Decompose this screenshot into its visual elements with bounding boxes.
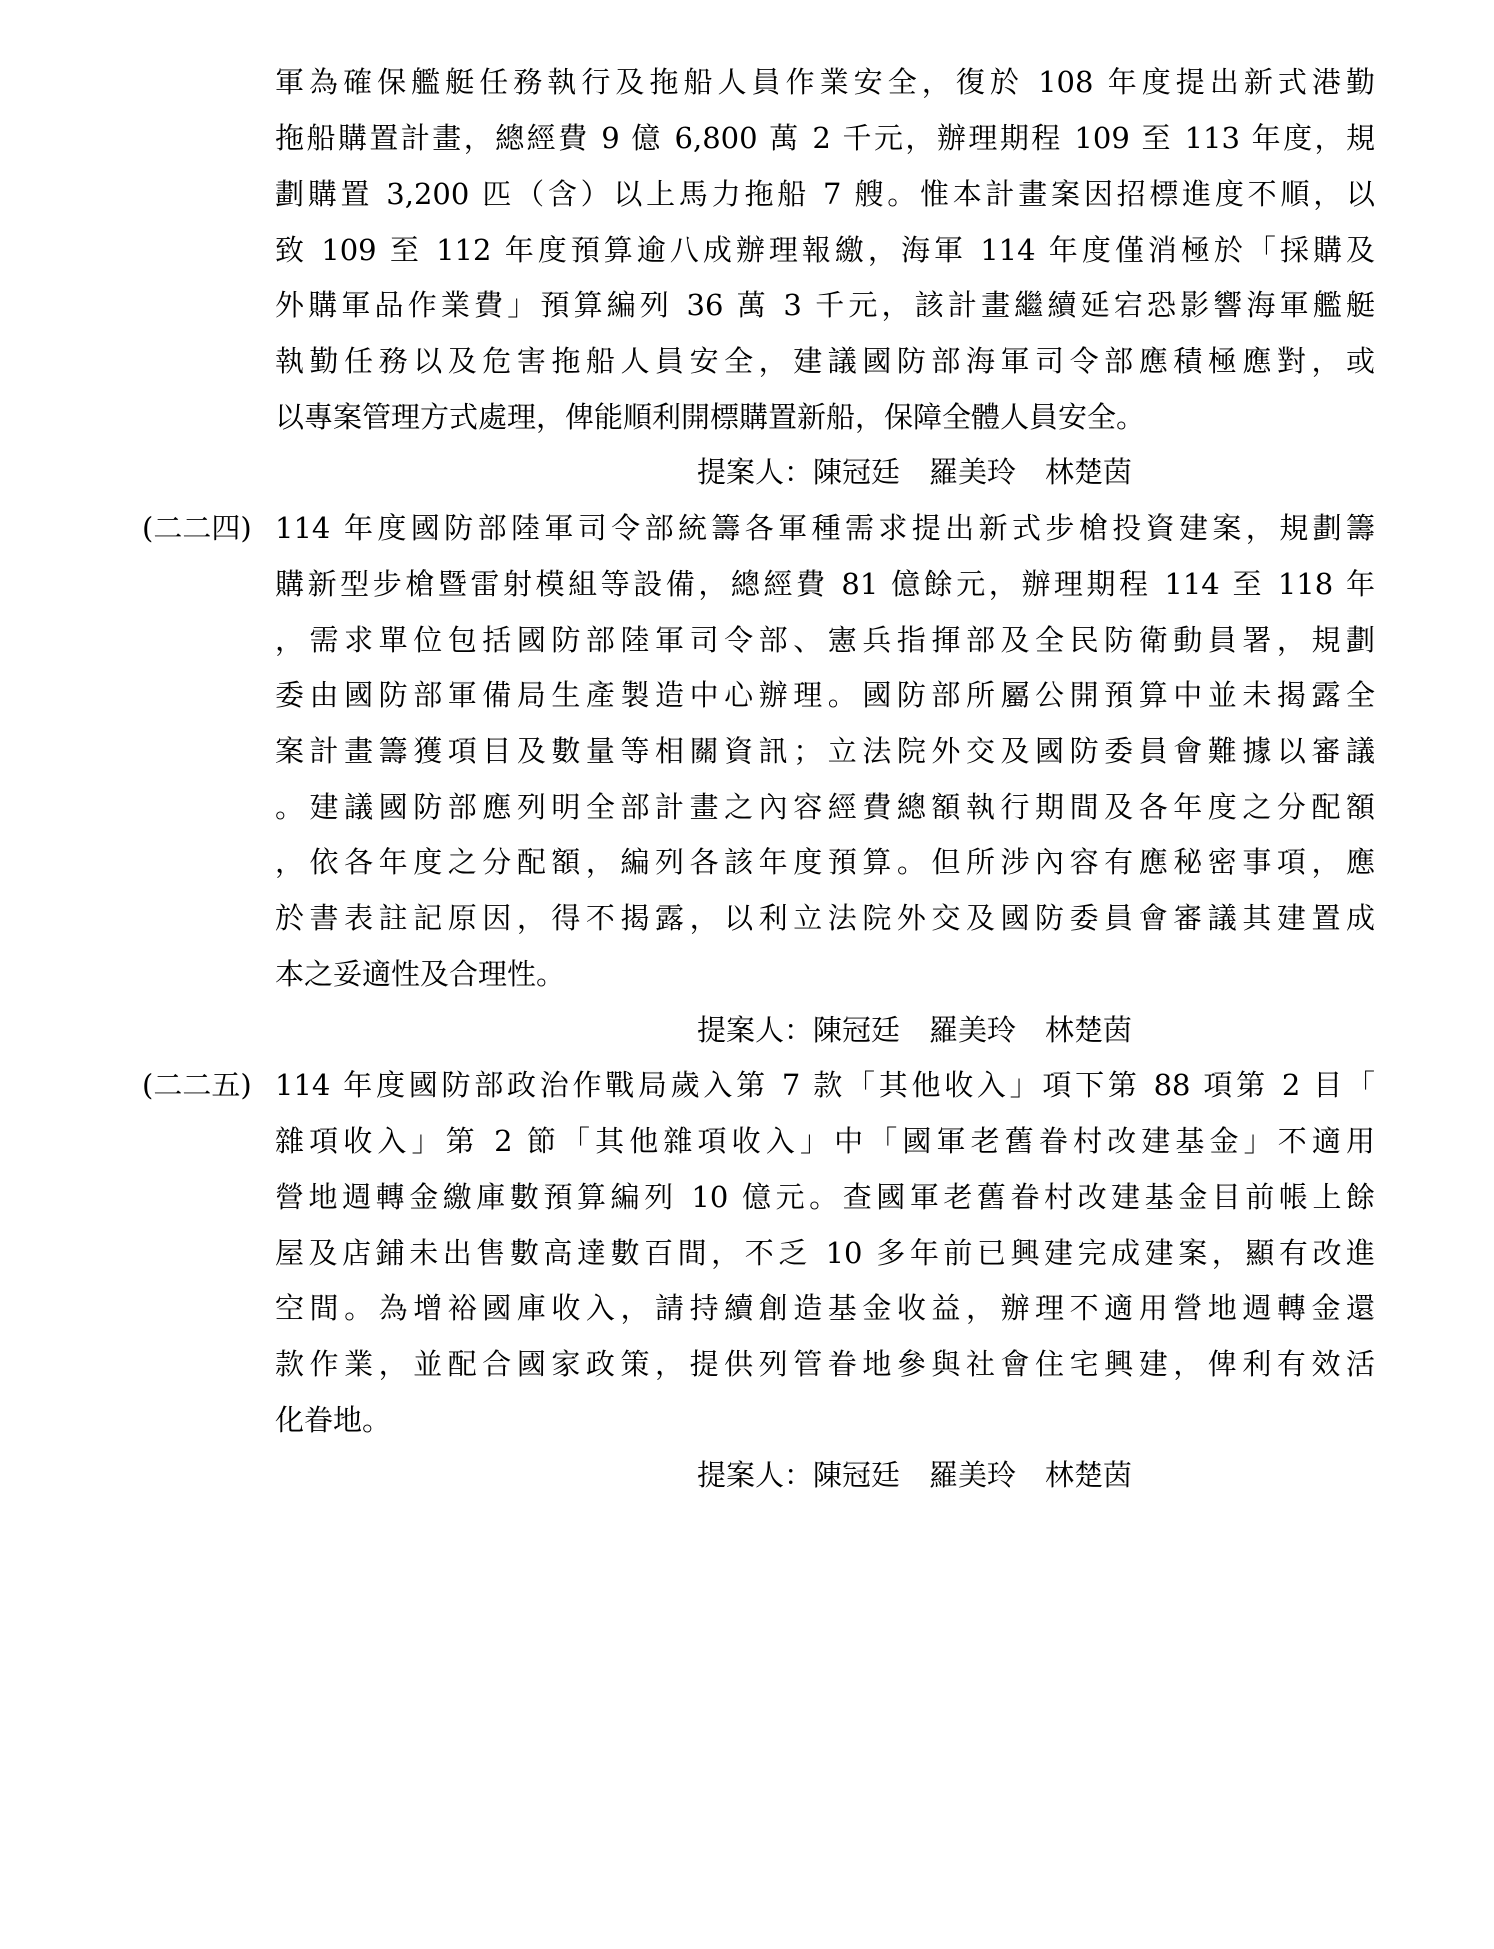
- proposer-line: 提案人：陳冠廷 羅美玲 林楚茵: [697, 1013, 1133, 1047]
- item-number: (二二四): [142, 511, 252, 545]
- text-line: 軍為確保艦艇任務執行及拖船人員作業安全，復於 108 年度提出新式港勤: [275, 65, 1375, 99]
- text-line: 劃購置 3,200 匹（含）以上馬力拖船 7 艘。惟本計畫案因招標進度不順，以: [275, 177, 1375, 211]
- text-line: 屋及店鋪未出售數高達數百間，不乏 10 多年前已興建完成建案，顯有改進: [275, 1236, 1375, 1270]
- text-line: 化眷地。: [275, 1403, 392, 1437]
- text-line: 空間。為增裕國庫收入，請持續創造基金收益，辦理不適用營地週轉金還: [275, 1291, 1375, 1325]
- text-line: 案計畫籌獲項目及數量等相關資訊；立法院外交及國防委員會難據以審議: [275, 734, 1375, 768]
- text-line: 。建議國防部應列明全部計畫之內容經費總額執行期間及各年度之分配額: [275, 790, 1375, 824]
- text-line: 營地週轉金繳庫數預算編列 10 億元。查國軍老舊眷村改建基金目前帳上餘: [275, 1180, 1375, 1214]
- text-line: 於書表註記原因，得不揭露，以利立法院外交及國防委員會審議其建置成: [275, 901, 1375, 935]
- text-line: 致 109 至 112 年度預算逾八成辦理報繳，海軍 114 年度僅消極於「採購及: [275, 233, 1375, 267]
- text-line: 外購軍品作業費」預算編列 36 萬 3 千元，該計畫繼續延宕恐影響海軍艦艇: [275, 288, 1375, 322]
- text-line: 執勤任務以及危害拖船人員安全，建議國防部海軍司令部應積極應對，或: [275, 344, 1375, 378]
- text-line: 款作業，並配合國家政策，提供列管眷地參與社會住宅興建，俾利有效活: [275, 1347, 1375, 1381]
- proposer-line: 提案人：陳冠廷 羅美玲 林楚茵: [697, 1458, 1133, 1492]
- text-line: 購新型步槍暨雷射模組等設備，總經費 81 億餘元，辦理期程 114 至 118 年: [275, 567, 1375, 601]
- text-line: 委由國防部軍備局生產製造中心辦理。國防部所屬公開預算中並未揭露全: [275, 678, 1375, 712]
- text-line: ，需求單位包括國防部陸軍司令部、憲兵指揮部及全民防衛動員署，規劃: [275, 623, 1375, 657]
- text-line: 114 年度國防部政治作戰局歲入第 7 款「其他收入」項下第 88 項第 2 目「: [275, 1068, 1375, 1102]
- text-line: 雜項收入」第 2 節「其他雜項收入」中「國軍老舊眷村改建基金」不適用: [275, 1124, 1375, 1158]
- text-line: 拖船購置計畫，總經費 9 億 6,800 萬 2 千元，辦理期程 109 至 113 年度，規: [275, 121, 1375, 155]
- text-line: 以專案管理方式處理，俾能順利開標購置新船，保障全體人員安全。: [275, 400, 1146, 434]
- text-line: 114 年度國防部陸軍司令部統籌各軍種需求提出新式步槍投資建案，規劃籌: [275, 511, 1375, 545]
- text-line: 本之妥適性及合理性。: [275, 957, 566, 991]
- text-line: ，依各年度之分配額，編列各該年度預算。但所涉內容有應秘密事項，應: [275, 845, 1375, 879]
- proposer-line: 提案人：陳冠廷 羅美玲 林楚茵: [697, 455, 1133, 489]
- item-number: (二二五): [142, 1068, 252, 1102]
